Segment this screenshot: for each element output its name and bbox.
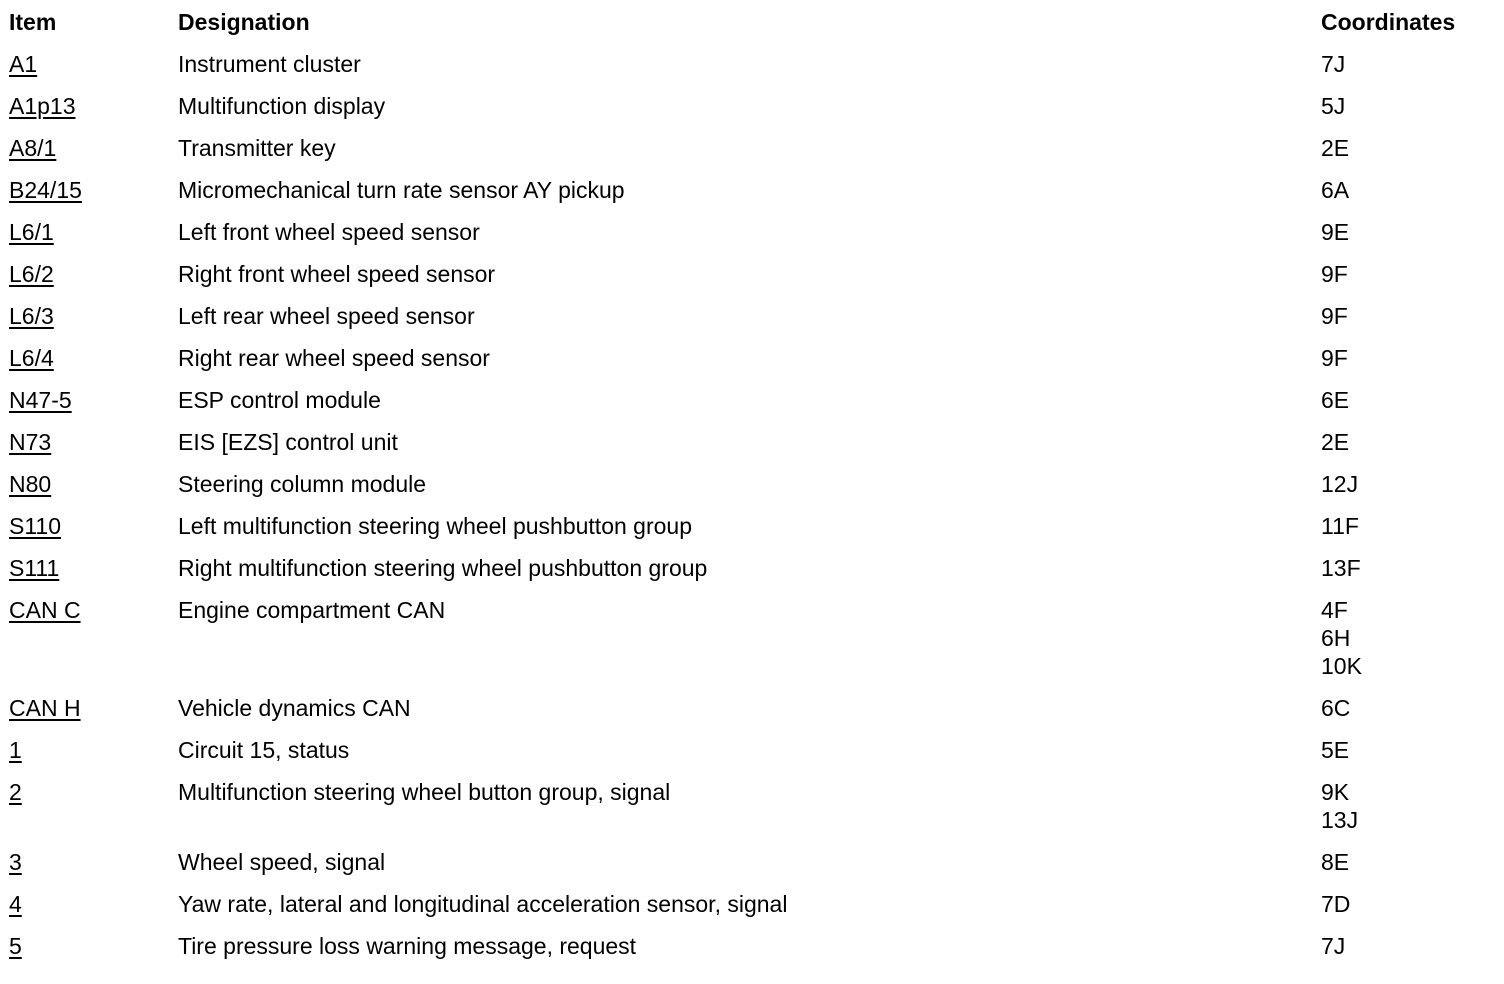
table-row [0, 462, 1504, 504]
designation-cell: ESP control module [178, 387, 381, 413]
table-row [0, 378, 1504, 420]
coordinate-value: 2E [1321, 135, 1350, 161]
table-row [0, 840, 1504, 882]
table-row [0, 728, 1504, 770]
coordinate-value: 6A [1321, 177, 1350, 203]
item-link[interactable]: A8/1 [9, 135, 57, 161]
table-row [0, 686, 1504, 728]
designation-cell: Right multifunction steering wheel pushbutton group [178, 555, 708, 581]
coordinates-column-header: Coordinates [1321, 9, 1456, 35]
coordinates-cell [1321, 50, 1504, 78]
table-row [0, 42, 1504, 84]
designation-cell: Tire pressure loss warning message, request [178, 933, 637, 959]
table-row [0, 546, 1504, 588]
item-link[interactable]: CAN H [9, 695, 81, 721]
item-link[interactable]: N80 [9, 471, 52, 497]
coordinates-cell [1321, 736, 1504, 764]
designation-cell: Steering column module [178, 471, 427, 497]
coordinate-value: 9E [1321, 219, 1350, 245]
item-link[interactable]: L6/4 [9, 345, 54, 371]
coordinates-cell [1321, 890, 1504, 918]
coordinate-value: 6E [1321, 387, 1350, 413]
coordinate-value: 11F [1321, 513, 1359, 539]
item-link[interactable]: CAN C [9, 597, 81, 623]
coordinate-value: 6C [1321, 695, 1351, 721]
coordinates-cell [1321, 932, 1504, 960]
designation-cell: Transmitter key [178, 135, 336, 161]
table-row [0, 168, 1504, 210]
coordinates-cell [1321, 778, 1504, 834]
table-row [0, 770, 1504, 840]
coordinates-cell [1321, 176, 1504, 204]
designation-cell: Micromechanical turn rate sensor AY pickup [178, 177, 625, 203]
coordinates-cell [1321, 218, 1504, 246]
coordinate-value: 9F [1321, 303, 1348, 329]
item-link[interactable]: L6/3 [9, 303, 54, 329]
coordinates-cell [1321, 260, 1504, 288]
designation-cell: Right front wheel speed sensor [178, 261, 496, 287]
item-column-header: Item [9, 9, 57, 35]
coordinate-value: 5E [1321, 737, 1350, 763]
item-link[interactable]: S111 [9, 555, 60, 581]
designation-cell: Multifunction steering wheel button group, signal [178, 779, 671, 805]
table-row [0, 588, 1504, 686]
coordinate-value: 9F [1321, 261, 1348, 287]
coordinate-value: 9F [1321, 345, 1348, 371]
designation-column-header: Designation [178, 9, 310, 35]
table-body [0, 42, 1504, 966]
designation-cell: Left rear wheel speed sensor [178, 303, 475, 329]
item-link[interactable]: 4 [9, 891, 22, 917]
coordinates-cell [1321, 386, 1504, 414]
table-row [0, 336, 1504, 378]
coordinates-cell [1321, 470, 1504, 498]
coordinates-cell [1321, 848, 1504, 876]
table-row [0, 882, 1504, 924]
coordinate-value: 7J [1321, 933, 1346, 959]
coordinate-value: 7D [1321, 891, 1351, 917]
coordinate-value: 7J [1321, 51, 1346, 77]
coordinate-value: 10K [1321, 653, 1362, 679]
designation-cell: Multifunction display [178, 93, 386, 119]
coordinate-value: 4F [1321, 597, 1348, 623]
item-link[interactable]: N47-5 [9, 387, 72, 413]
coordinate-value: 12J [1321, 471, 1359, 497]
item-link[interactable]: A1 [9, 51, 38, 77]
designation-cell: Vehicle dynamics CAN [178, 695, 411, 721]
item-link[interactable]: L6/2 [9, 261, 54, 287]
coordinate-value: 2E [1321, 429, 1350, 455]
item-link[interactable]: N73 [9, 429, 52, 455]
table-row [0, 924, 1504, 966]
table-row [0, 84, 1504, 126]
coordinate-value: 13J [1321, 807, 1359, 833]
coordinate-value: 5J [1321, 93, 1346, 119]
designation-cell: Circuit 15, status [178, 737, 350, 763]
coordinates-cell [1321, 92, 1504, 120]
table-row [0, 126, 1504, 168]
table-row [0, 252, 1504, 294]
coordinates-cell [1321, 134, 1504, 162]
coordinates-cell [1321, 302, 1504, 330]
item-link[interactable]: 3 [9, 849, 22, 875]
coordinates-cell [1321, 596, 1504, 680]
item-link[interactable]: 2 [9, 779, 22, 805]
item-link[interactable]: L6/1 [9, 219, 54, 245]
coordinate-value: 8E [1321, 849, 1350, 875]
designation-cell: Right rear wheel speed sensor [178, 345, 490, 371]
table-row [0, 210, 1504, 252]
coordinates-cell [1321, 554, 1504, 582]
designation-cell: EIS [EZS] control unit [178, 429, 398, 455]
item-link[interactable]: S110 [9, 513, 62, 539]
coordinate-value: 13F [1321, 555, 1361, 581]
item-link[interactable]: 1 [9, 737, 22, 763]
table-row [0, 420, 1504, 462]
designation-cell: Left multifunction steering wheel pushbutton group [178, 513, 692, 539]
coordinates-cell [1321, 344, 1504, 372]
coordinates-cell [1321, 428, 1504, 456]
designation-cell: Engine compartment CAN [178, 597, 446, 623]
item-link[interactable]: A1p13 [9, 93, 76, 119]
coordinates-cell [1321, 512, 1504, 540]
coordinate-value: 6H [1321, 625, 1351, 651]
table-row [0, 294, 1504, 336]
coordinate-value: 9K [1321, 779, 1350, 805]
designation-cell: Instrument cluster [178, 51, 361, 77]
table-row [0, 504, 1504, 546]
designation-cell: Yaw rate, lateral and longitudinal acceleration sensor, signal [178, 891, 788, 917]
item-link[interactable]: 5 [9, 933, 22, 959]
coordinates-cell [1321, 694, 1504, 722]
designation-cell: Left front wheel speed sensor [178, 219, 480, 245]
table-header [0, 0, 1504, 42]
designation-cell: Wheel speed, signal [178, 849, 386, 875]
item-link[interactable]: B24/15 [9, 177, 82, 203]
